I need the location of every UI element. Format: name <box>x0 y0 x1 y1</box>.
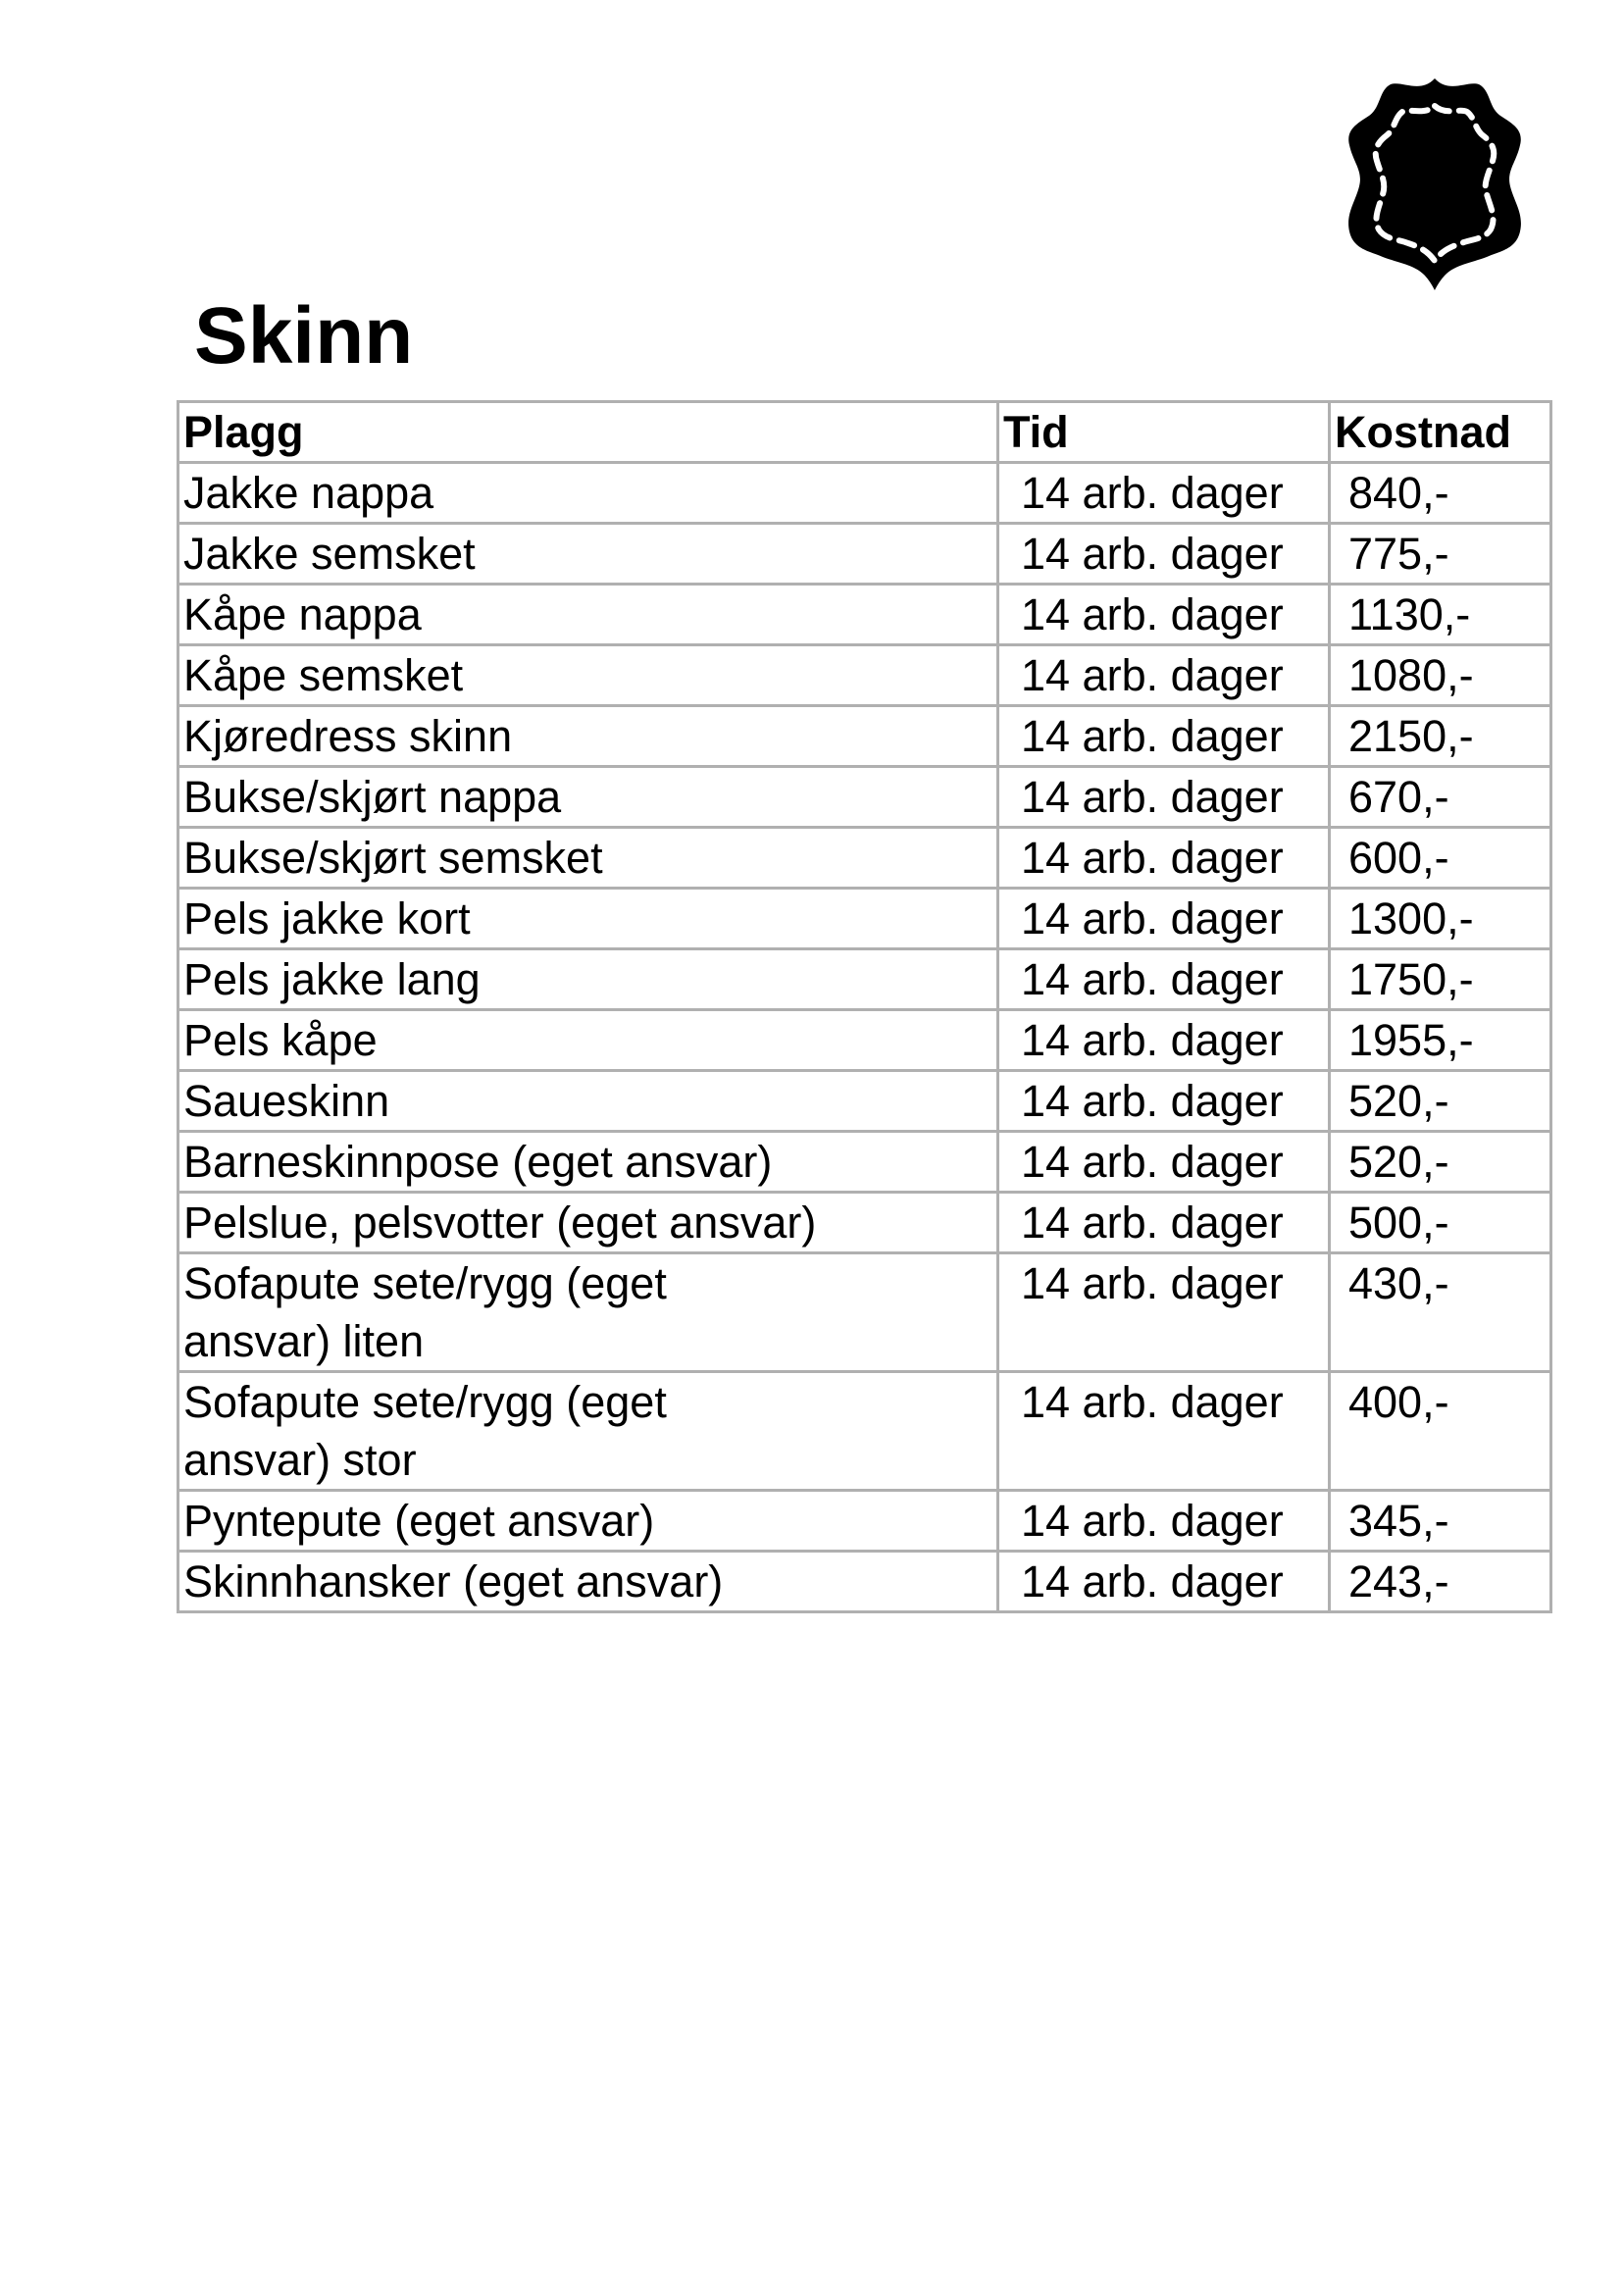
table-row <box>178 706 1551 767</box>
item-cell: Pels jakke kort <box>178 889 998 949</box>
column-header-cost: Kostnad <box>1330 402 1551 463</box>
item-cell: Jakke semsket <box>178 524 998 585</box>
table-row <box>178 1010 1551 1071</box>
page-title: Skinn <box>194 291 414 381</box>
item-line-1: Sofapute sete/rygg (eget <box>183 1258 667 1308</box>
price-table <box>177 400 1552 1613</box>
time-cell: 14 arb. dager <box>998 1193 1330 1253</box>
table-row <box>178 889 1551 949</box>
time-cell: 14 arb. dager <box>998 1372 1330 1491</box>
item-cell <box>178 1253 998 1372</box>
table-row <box>178 585 1551 645</box>
table-row <box>178 828 1551 889</box>
cost-cell: 840,- <box>1330 463 1551 524</box>
table-row <box>178 1253 1551 1372</box>
item-cell: Kåpe nappa <box>178 585 998 645</box>
time-cell: 14 arb. dager <box>998 1132 1330 1193</box>
time-cell: 14 arb. dager <box>998 524 1330 585</box>
time-cell: 14 arb. dager <box>998 949 1330 1010</box>
item-cell: Jakke nappa <box>178 463 998 524</box>
time-cell: 14 arb. dager <box>998 1010 1330 1071</box>
time-cell: 14 arb. dager <box>998 1071 1330 1132</box>
item-cell: Bukse/skjørt nappa <box>178 767 998 828</box>
time-cell: 14 arb. dager <box>998 1491 1330 1552</box>
leather-hide-icon <box>1344 73 1526 292</box>
table-row <box>178 767 1551 828</box>
item-line-1: Sofapute sete/rygg (eget <box>183 1377 667 1427</box>
cost-cell: 500,- <box>1330 1193 1551 1253</box>
table-row <box>178 1193 1551 1253</box>
item-cell: Saueskinn <box>178 1071 998 1132</box>
table-row <box>178 524 1551 585</box>
item-cell: Pelslue, pelsvotter (eget ansvar) <box>178 1193 998 1253</box>
table-row <box>178 1132 1551 1193</box>
item-cell: Pels jakke lang <box>178 949 998 1010</box>
item-cell: Skinnhansker (eget ansvar) <box>178 1552 998 1612</box>
time-cell: 14 arb. dager <box>998 828 1330 889</box>
item-cell: Barneskinnpose (eget ansvar) <box>178 1132 998 1193</box>
cost-cell: 243,- <box>1330 1552 1551 1612</box>
item-line-2: ansvar) stor <box>183 1435 417 1485</box>
time-cell: 14 arb. dager <box>998 645 1330 706</box>
table-row <box>178 645 1551 706</box>
item-cell: Pels kåpe <box>178 1010 998 1071</box>
column-header-item: Plagg <box>178 402 998 463</box>
cost-cell: 1300,- <box>1330 889 1551 949</box>
time-cell: 14 arb. dager <box>998 1253 1330 1372</box>
cost-cell: 1080,- <box>1330 645 1551 706</box>
time-cell: 14 arb. dager <box>998 767 1330 828</box>
time-cell: 14 arb. dager <box>998 706 1330 767</box>
time-cell: 14 arb. dager <box>998 463 1330 524</box>
cost-cell: 520,- <box>1330 1132 1551 1193</box>
cost-cell: 1955,- <box>1330 1010 1551 1071</box>
table-row <box>178 1372 1551 1491</box>
cost-cell: 1750,- <box>1330 949 1551 1010</box>
time-cell: 14 arb. dager <box>998 585 1330 645</box>
time-cell: 14 arb. dager <box>998 1552 1330 1612</box>
column-header-time: Tid <box>998 402 1330 463</box>
table-row <box>178 949 1551 1010</box>
item-cell: Bukse/skjørt semsket <box>178 828 998 889</box>
table-row <box>178 463 1551 524</box>
cost-cell: 775,- <box>1330 524 1551 585</box>
cost-cell: 400,- <box>1330 1372 1551 1491</box>
cost-cell: 345,- <box>1330 1491 1551 1552</box>
cost-cell: 2150,- <box>1330 706 1551 767</box>
table-row <box>178 1071 1551 1132</box>
cost-cell: 1130,- <box>1330 585 1551 645</box>
table-row <box>178 1552 1551 1612</box>
table-row <box>178 1491 1551 1552</box>
time-cell: 14 arb. dager <box>998 889 1330 949</box>
cost-cell: 670,- <box>1330 767 1551 828</box>
item-cell: Pyntepute (eget ansvar) <box>178 1491 998 1552</box>
cost-cell: 600,- <box>1330 828 1551 889</box>
item-cell: Kjøredress skinn <box>178 706 998 767</box>
cost-cell: 430,- <box>1330 1253 1551 1372</box>
item-cell: Kåpe semsket <box>178 645 998 706</box>
table-header-row <box>178 402 1551 463</box>
item-cell <box>178 1372 998 1491</box>
item-line-2: ansvar) liten <box>183 1316 425 1366</box>
cost-cell: 520,- <box>1330 1071 1551 1132</box>
